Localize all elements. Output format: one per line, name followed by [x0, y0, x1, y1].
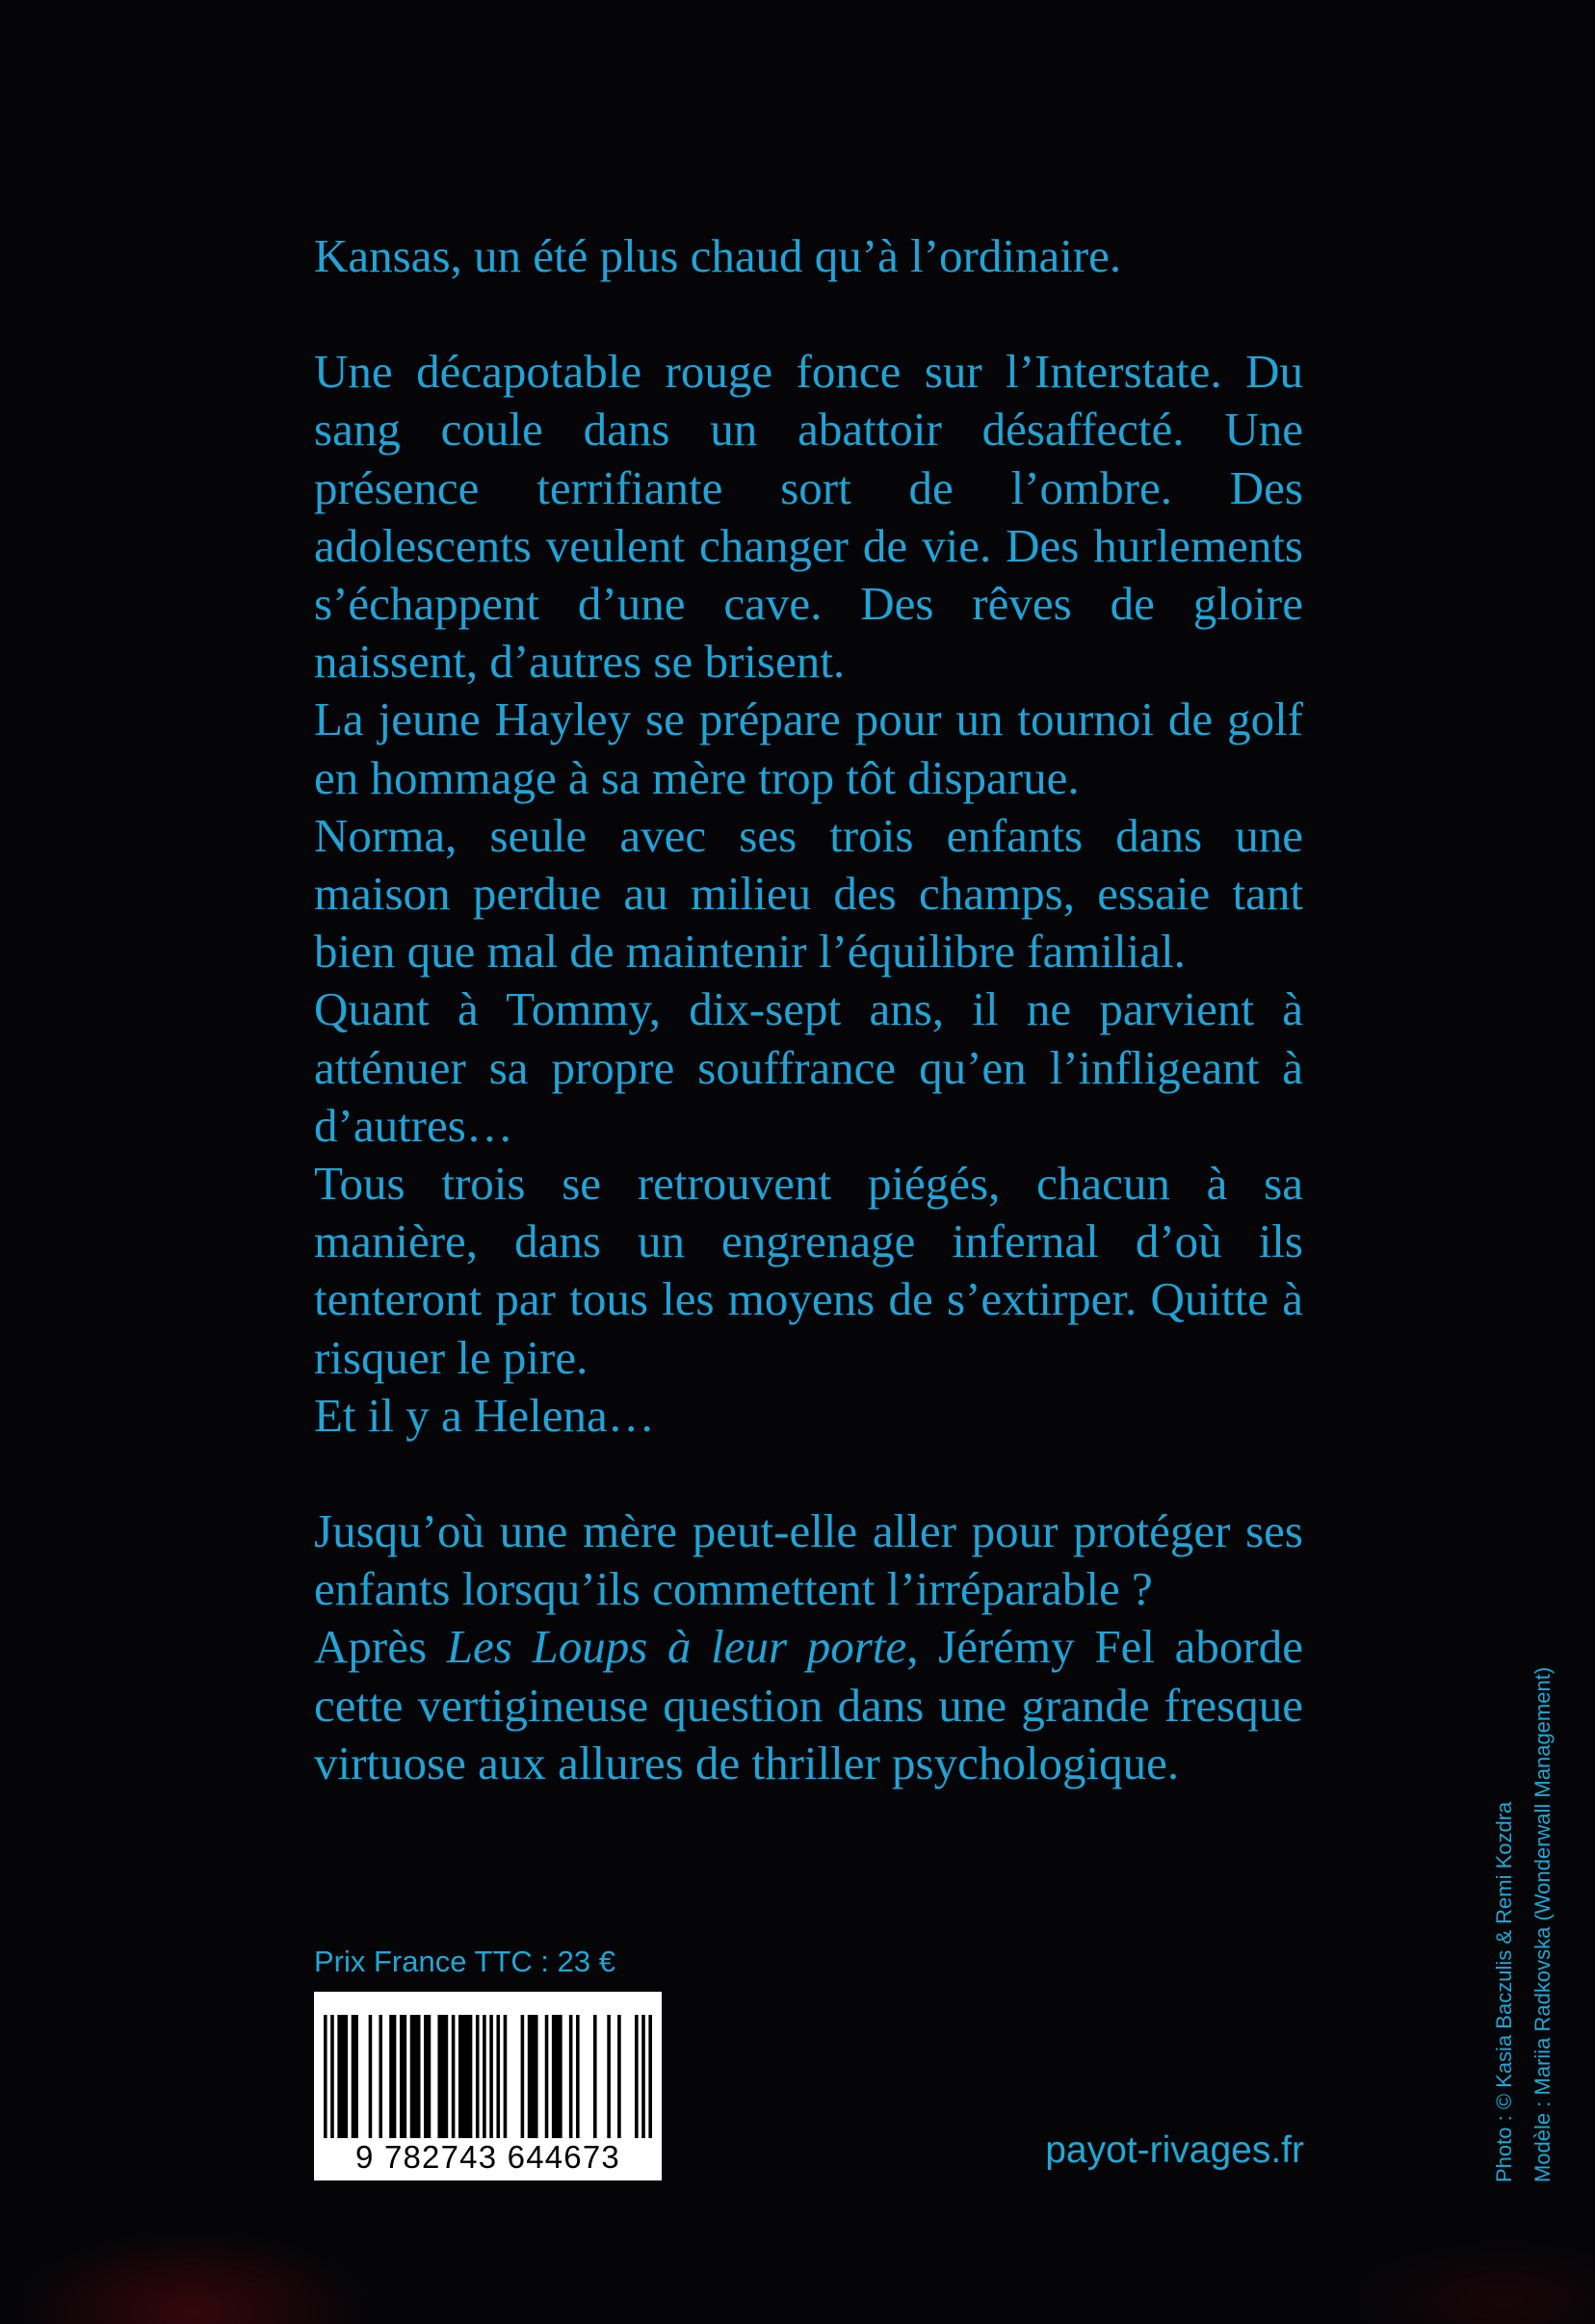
barcode-bar: [635, 2015, 639, 2138]
barcode-bar: [389, 2015, 396, 2138]
blurb-paragraph-opening: Kansas, un été plus chaud qu’à l’ordinaire.: [314, 229, 1122, 282]
barcode-bar: [528, 2015, 538, 2138]
barcode-bar: [337, 2015, 348, 2138]
blurb-paragraph-hayley: La jeune Hayley se prépare pour un tournoi de golf en hommage à sa mère trop tôt disparue.: [314, 692, 1303, 804]
ean13-barcode-icon: [324, 2015, 652, 2138]
barcode-bar: [641, 2015, 645, 2138]
barcode-bar: [369, 2015, 373, 2138]
barcode-bar: [476, 2015, 480, 2138]
blurb-paragraph-helena: Et il y a Helena…: [314, 1388, 655, 1442]
barcode-bar: [617, 2015, 621, 2138]
barcode-bar: [324, 2015, 327, 2138]
barcode-bar: [379, 2015, 382, 2138]
barcode-bar: [458, 2015, 472, 2138]
barcode-bar: [648, 2015, 652, 2138]
barcode-bar: [545, 2015, 549, 2138]
blurb-author-before: Après: [314, 1620, 447, 1674]
blurb-text: [314, 227, 1303, 1792]
barcode-bar: [576, 2015, 580, 2138]
barcode-bar: [569, 2015, 573, 2138]
photo-credits: [1485, 1667, 1562, 2182]
barcode-bar: [607, 2015, 611, 2138]
barcode-bar: [483, 2015, 486, 2138]
barcode-bar: [400, 2015, 406, 2138]
barcode-bar: [352, 2015, 358, 2138]
model-credit-line: Modèle : Mariia Radkovska (Wonderwall Management): [1530, 1666, 1555, 2182]
barcode: [314, 1992, 662, 2180]
barcode-bar: [410, 2015, 421, 2138]
blurb-paragraph-question: Jusqu’où une mère peut-elle aller pour protéger ses enfants lorsqu’ils commettent l’irréparable ?: [314, 1504, 1303, 1616]
photo-credit-line: Photo : © Kasia Baczulis & Remi Kozdra: [1492, 1801, 1516, 2182]
publisher-website-link[interactable]: payot-rivages.fr: [1045, 2129, 1304, 2171]
barcode-bar: [330, 2015, 334, 2138]
barcode-bar: [521, 2015, 525, 2138]
price-label: Prix France TTC : 23 €: [314, 1945, 615, 1978]
barcode-bar: [593, 2015, 597, 2138]
blurb-paragraph-author: [314, 1618, 1303, 1792]
barcode-bar: [489, 2015, 493, 2138]
barcode-bar: [452, 2015, 456, 2138]
blurb-paragraph-trapped: Tous trois se retrouvent piégés, chacun à sa manière, dans un engrenage infernal d’où ils tenteront par tous les moyens de s’extirper. Quitte à risquer le pire.: [314, 1157, 1303, 1384]
blurb-paragraph-norma: Norma, seule avec ses trois enfants dans une maison perdue au milieu des champs, essaie tant bien que mal de maintenir l’équilibre familial.: [314, 808, 1303, 979]
barcode-bar: [424, 2015, 431, 2138]
blurb-paragraph-tommy: Quant à Tommy, dix-sept ans, il ne parvient à atténuer sa propre souffrance qu’en l’infligeant à d’autres…: [314, 982, 1303, 1152]
barcode-bar: [496, 2015, 500, 2138]
previous-book-title: Les Loups à leur porte: [446, 1620, 907, 1674]
barcode-bar: [552, 2015, 562, 2138]
barcode-bar: [437, 2015, 448, 2138]
blurb-author-after: , Jérémy Fel aborde cette vertigineuse question dans une grande fresque virtuose aux allures de thriller psychologique.: [314, 1620, 1303, 1789]
blurb-paragraph-teaser: Une décapotable rouge fonce sur l’Interstate. Du sang coule dans un abattoir désaffecté. Une présence terrifiante sort de l’ombre. Des adolescents veulent changer de vie. Des hurlements s’échappent d’une cave. Des rêves de gloire naissent, d’autres se brisent.: [314, 345, 1303, 689]
isbn-digits: 9 782743 644673: [355, 2139, 620, 2175]
barcode-bar: [504, 2015, 508, 2138]
